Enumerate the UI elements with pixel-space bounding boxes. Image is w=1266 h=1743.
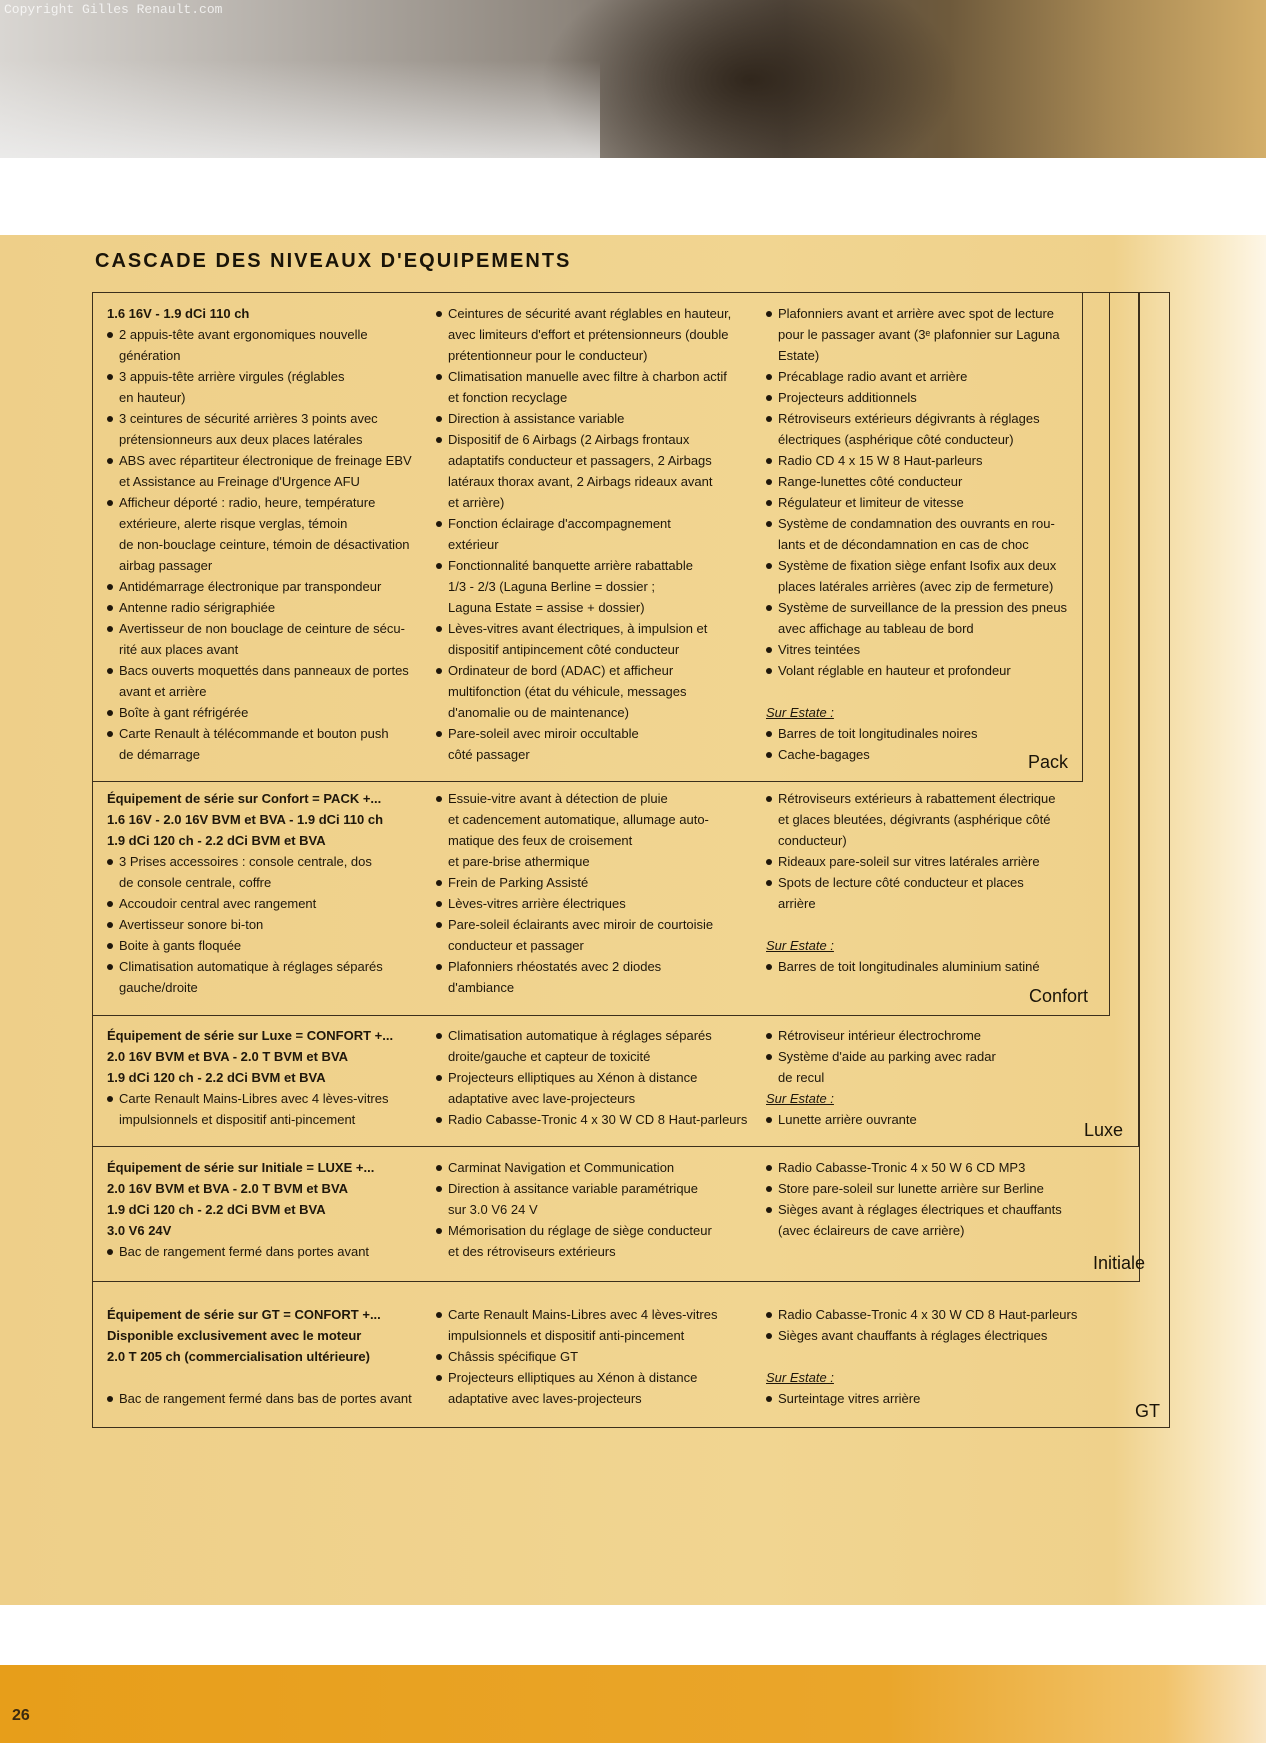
equipment-item: Barres de toit longitudinales aluminium satiné: [766, 956, 1086, 977]
initiale-column-3: [766, 1157, 1086, 1241]
equipment-item: Rétroviseur intérieur électrochrome: [766, 1025, 1086, 1046]
header-photo: [0, 0, 1266, 158]
gt-column-1: [107, 1304, 427, 1409]
equipment-item: Dispositif de 6 Airbags (2 Airbags frontaux: [436, 429, 756, 450]
equipment-item-continuation: en hauteur): [119, 390, 186, 405]
level-label-confort: Confort: [1029, 986, 1089, 1006]
equipment-item: Range-lunettes côté conducteur: [766, 471, 1086, 492]
equipment-item: Système de fixation siège enfant Isofix aux deux: [766, 555, 1086, 576]
equipment-item: Bacs ouverts moquettés dans panneaux de portes: [107, 660, 427, 681]
section-heading-line: Équipement de série sur Luxe = CONFORT +...: [107, 1028, 394, 1043]
equipment-item: Rétroviseurs extérieurs dégivrants à réglages: [766, 408, 1086, 429]
equipment-item-continuation: adaptatifs conducteur et passagers, 2 Airbags: [448, 453, 712, 468]
luxe-column-1: [107, 1025, 427, 1130]
equipment-item: Système d'aide au parking avec radar: [766, 1046, 1086, 1067]
equipment-item: Mémorisation du réglage de siège conducteur: [436, 1220, 756, 1241]
pack-column-1: [107, 303, 427, 765]
confort-column-3: [766, 788, 1086, 977]
section-heading-line: 1.6 16V - 1.9 dCi 110 ch: [107, 306, 250, 321]
section-heading-line: 2.0 16V BVM et BVA - 2.0 T BVM et BVA: [107, 1049, 349, 1064]
equipment-item-continuation: de console centrale, coffre: [119, 875, 272, 890]
equipment-item: Système de surveillance de la pression des pneus: [766, 597, 1086, 618]
page-number: 26: [12, 1707, 30, 1724]
equipment-item-continuation: prétentionneur pour le conducteur): [448, 348, 648, 363]
equipment-item: Lèves-vitres avant électriques, à impulsion et: [436, 618, 756, 639]
section-heading-line: 1.6 16V - 2.0 16V BVM et BVA - 1.9 dCi 110 ch: [107, 812, 384, 827]
equipment-item-continuation: prétensionneurs aux deux places latérales: [119, 432, 363, 447]
spacer: [766, 914, 1086, 935]
equipment-item: Climatisation manuelle avec filtre à charbon actif: [436, 366, 756, 387]
equipment-item-continuation: et fonction recyclage: [448, 390, 568, 405]
equipment-item-continuation: 1/3 - 2/3 (Laguna Berline = dossier ;: [448, 579, 656, 594]
equipment-item: Carte Renault Mains-Libres avec 4 lèves-vitres: [107, 1088, 427, 1109]
watermark: Copyright Gilles Renault.com: [4, 2, 223, 17]
equipment-item: Pare-soleil éclairants avec miroir de courtoisie: [436, 914, 756, 935]
section-heading-line: Disponible exclusivement avec le moteur: [107, 1328, 362, 1343]
equipment-item: Carte Renault à télécommande et bouton push: [107, 723, 427, 744]
equipment-item: Fonction éclairage d'accompagnement: [436, 513, 756, 534]
estate-subheading: Sur Estate :: [766, 938, 834, 953]
equipment-item: Frein de Parking Assisté: [436, 872, 756, 893]
equipment-item: Volant réglable en hauteur et profondeur: [766, 660, 1086, 681]
equipment-item-continuation: conducteur et passager: [448, 938, 584, 953]
equipment-item: Store pare-soleil sur lunette arrière sur Berline: [766, 1178, 1086, 1199]
level-label-gt: GT: [1135, 1401, 1160, 1421]
equipment-item-continuation: extérieur: [448, 537, 499, 552]
footer-band: [0, 1665, 1266, 1743]
equipment-item-continuation: et glaces bleutées, dégivrants (asphérique côté: [778, 812, 1051, 827]
equipment-item: ABS avec répartiteur électronique de freinage EBV: [107, 450, 427, 471]
equipment-item: Système de condamnation des ouvrants en rou-: [766, 513, 1086, 534]
equipment-item-continuation: Estate): [778, 348, 820, 363]
equipment-item-continuation: et pare-brise athermique: [448, 854, 590, 869]
spacer: [766, 681, 1086, 702]
equipment-item-continuation: matique des feux de croisement: [448, 833, 633, 848]
pack-column-3: [766, 303, 1086, 765]
equipment-item: Ordinateur de bord (ADAC) et afficheur: [436, 660, 756, 681]
equipment-item-continuation: et des rétroviseurs extérieurs: [448, 1244, 616, 1259]
equipment-item: Essuie-vitre avant à détection de pluie: [436, 788, 756, 809]
equipment-item-continuation: de démarrage: [119, 747, 200, 762]
equipment-item: Direction à assitance variable paramétrique: [436, 1178, 756, 1199]
equipment-item: Radio Cabasse-Tronic 4 x 30 W CD 8 Haut-parleurs: [436, 1109, 756, 1130]
equipment-item: Barres de toit longitudinales noires: [766, 723, 1086, 744]
separator-luxe: [92, 1146, 1140, 1147]
initiale-column-2: [436, 1157, 756, 1262]
equipment-item-continuation: avec limiteurs d'effort et prétensionneurs (double: [448, 327, 729, 342]
equipment-item-continuation: d'ambiance: [448, 980, 515, 995]
equipment-item-continuation: sur 3.0 V6 24 V: [448, 1202, 538, 1217]
estate-subheading: Sur Estate :: [766, 1370, 834, 1385]
equipment-item-continuation: avant et arrière: [119, 684, 207, 699]
section-heading-line: Équipement de série sur Confort = PACK +...: [107, 791, 382, 806]
estate-subheading: Sur Estate :: [766, 705, 834, 720]
level-label-pack: Pack: [1028, 752, 1069, 772]
equipment-item: Antenne radio sérigraphiée: [107, 597, 427, 618]
equipment-item-continuation: électriques (asphérique côté conducteur): [778, 432, 1014, 447]
equipment-item: Spots de lecture côté conducteur et places: [766, 872, 1086, 893]
equipment-item-continuation: conducteur): [778, 833, 847, 848]
section-heading-line: 1.9 dCi 120 ch - 2.2 dCi BVM et BVA: [107, 833, 326, 848]
equipment-item: Pare-soleil avec miroir occultable: [436, 723, 756, 744]
section-heading-line: Équipement de série sur Initiale = LUXE +...: [107, 1160, 375, 1175]
equipment-item: Précablage radio avant et arrière: [766, 366, 1086, 387]
equipment-item: Projecteurs additionnels: [766, 387, 1086, 408]
frame-luxe-right: [1138, 292, 1139, 1146]
equipment-item: Lunette arrière ouvrante: [766, 1109, 1086, 1130]
equipment-item: Carte Renault Mains-Libres avec 4 lèves-vitres: [436, 1304, 756, 1325]
equipment-item-continuation: et arrière): [448, 495, 505, 510]
level-label-luxe: Luxe: [1084, 1120, 1124, 1140]
section-heading-line: 2.0 16V BVM et BVA - 2.0 T BVM et BVA: [107, 1181, 349, 1196]
equipment-item: Fonctionnalité banquette arrière rabattable: [436, 555, 756, 576]
equipment-item: Lèves-vitres arrière électriques: [436, 893, 756, 914]
equipment-item: Carminat Navigation et Communication: [436, 1157, 756, 1178]
equipment-item: Boite à gants floquée: [107, 935, 427, 956]
bottom-white-band: [0, 1605, 1266, 1665]
equipment-item: 2 appuis-tête avant ergonomiques nouvelle: [107, 324, 427, 345]
section-heading-line: 1.9 dCi 120 ch - 2.2 dCi BVM et BVA: [107, 1202, 326, 1217]
estate-subheading: Sur Estate :: [766, 1091, 834, 1106]
section-heading-line: Équipement de série sur GT = CONFORT +...: [107, 1307, 381, 1322]
equipment-item-continuation: latéraux thorax avant, 2 Airbags rideaux avant: [448, 474, 713, 489]
equipment-item: Projecteurs elliptiques au Xénon à distance: [436, 1367, 756, 1388]
equipment-item: Projecteurs elliptiques au Xénon à distance: [436, 1067, 756, 1088]
equipment-item-continuation: impulsionnels et dispositif anti-pincement: [448, 1328, 685, 1343]
section-heading-line: 1.9 dCi 120 ch - 2.2 dCi BVM et BVA: [107, 1070, 326, 1085]
luxe-column-2: [436, 1025, 756, 1130]
spacer: [766, 1346, 1086, 1367]
equipment-item: Régulateur et limiteur de vitesse: [766, 492, 1086, 513]
gt-column-3: [766, 1304, 1086, 1409]
equipment-item: 3 ceintures de sécurité arrières 3 points avec: [107, 408, 427, 429]
white-band: [0, 158, 1266, 235]
equipment-item: Avertisseur sonore bi-ton: [107, 914, 427, 935]
equipment-item: Afficheur déporté : radio, heure, température: [107, 492, 427, 513]
equipment-item: Radio Cabasse-Tronic 4 x 30 W CD 8 Haut-parleurs: [766, 1304, 1086, 1325]
equipment-item: Radio Cabasse-Tronic 4 x 50 W 6 CD MP3: [766, 1157, 1086, 1178]
equipment-item: Sièges avant chauffants à réglages électriques: [766, 1325, 1086, 1346]
luxe-column-3: [766, 1025, 1086, 1130]
equipment-item: Boîte à gant réfrigérée: [107, 702, 427, 723]
pack-column-2: [436, 303, 756, 765]
equipment-item-continuation: adaptative avec lave-projecteurs: [448, 1091, 636, 1106]
equipment-item-continuation: Laguna Estate = assise + dossier): [448, 600, 645, 615]
equipment-item: Rétroviseurs extérieurs à rabattement électrique: [766, 788, 1086, 809]
equipment-item: 3 Prises accessoires : console centrale, dos: [107, 851, 427, 872]
equipment-item-continuation: droite/gauche et capteur de toxicité: [448, 1049, 651, 1064]
equipment-item: Sièges avant à réglages électriques et chauffants: [766, 1199, 1086, 1220]
equipment-item: Avertisseur de non bouclage de ceinture de sécu-: [107, 618, 427, 639]
section-heading-line: 2.0 T 205 ch (commercialisation ultérieure): [107, 1349, 370, 1364]
equipment-item: Climatisation automatique à réglages séparés: [107, 956, 427, 977]
equipment-item-continuation: lants et de décondamnation en cas de choc: [778, 537, 1029, 552]
equipment-item-continuation: et Assistance au Freinage d'Urgence AFU: [119, 474, 360, 489]
equipment-item-continuation: génération: [119, 348, 181, 363]
equipment-item-continuation: de non-bouclage ceinture, témoin de désactivation: [119, 537, 410, 552]
gt-column-2: [436, 1304, 756, 1409]
equipment-item-continuation: impulsionnels et dispositif anti-pincement: [119, 1112, 356, 1127]
equipment-item: Surteintage vitres arrière: [766, 1388, 1086, 1409]
equipment-item-continuation: gauche/droite: [119, 980, 198, 995]
equipment-item: Accoudoir central avec rangement: [107, 893, 427, 914]
equipment-item: Plafonniers rhéostatés avec 2 diodes: [436, 956, 756, 977]
equipment-item-continuation: (avec éclaireurs de cave arrière): [778, 1223, 965, 1238]
equipment-item: Bac de rangement fermé dans bas de portes avant: [107, 1388, 427, 1409]
equipment-item-continuation: et cadencement automatique, allumage auto-: [448, 812, 709, 827]
equipment-item-continuation: adaptative avec laves-projecteurs: [448, 1391, 642, 1406]
equipment-item: Antidémarrage électronique par transpondeur: [107, 576, 427, 597]
equipment-item-continuation: extérieure, alerte risque verglas, témoin: [119, 516, 348, 531]
equipment-item: Bac de rangement fermé dans portes avant: [107, 1241, 427, 1262]
equipment-item-continuation: avec affichage au tableau de bord: [778, 621, 974, 636]
equipment-item-continuation: airbag passager: [119, 558, 213, 573]
equipment-item-continuation: places latérales arrières (avec zip de fermeture): [778, 579, 1054, 594]
spacer: [107, 1367, 427, 1388]
equipment-item: Radio CD 4 x 15 W 8 Haut-parleurs: [766, 450, 1086, 471]
confort-column-1: [107, 788, 427, 998]
page-title: CASCADE DES NIVEAUX D'EQUIPEMENTS: [95, 250, 572, 272]
equipment-item: Direction à assistance variable: [436, 408, 756, 429]
equipment-item: Climatisation automatique à réglages séparés: [436, 1025, 756, 1046]
equipment-item: Cache-bagages: [766, 744, 1086, 765]
section-heading-line: 3.0 V6 24V: [107, 1223, 172, 1238]
equipment-item: Châssis spécifique GT: [436, 1346, 756, 1367]
equipment-item-continuation: dispositif antipincement côté conducteur: [448, 642, 680, 657]
equipment-item-continuation: multifonction (état du véhicule, messages: [448, 684, 687, 699]
equipment-item: 3 appuis-tête arrière virgules (réglables: [107, 366, 427, 387]
equipment-item-continuation: côté passager: [448, 747, 530, 762]
confort-column-2: [436, 788, 756, 998]
equipment-item-continuation: d'anomalie ou de maintenance): [448, 705, 629, 720]
equipment-item-continuation: de recul: [778, 1070, 825, 1085]
level-label-initiale: Initiale: [1093, 1253, 1146, 1273]
equipment-item: Rideaux pare-soleil sur vitres latérales arrière: [766, 851, 1086, 872]
equipment-item: Plafonniers avant et arrière avec spot de lecture: [766, 303, 1086, 324]
equipment-item: Vitres teintées: [766, 639, 1086, 660]
equipment-item-continuation: arrière: [778, 896, 816, 911]
equipment-item-continuation: pour le passager avant (3ᵉ plafonnier sur Laguna: [778, 327, 1060, 342]
equipment-item-continuation: rité aux places avant: [119, 642, 239, 657]
equipment-item: Ceintures de sécurité avant réglables en hauteur,: [436, 303, 756, 324]
initiale-column-1: [107, 1157, 427, 1262]
